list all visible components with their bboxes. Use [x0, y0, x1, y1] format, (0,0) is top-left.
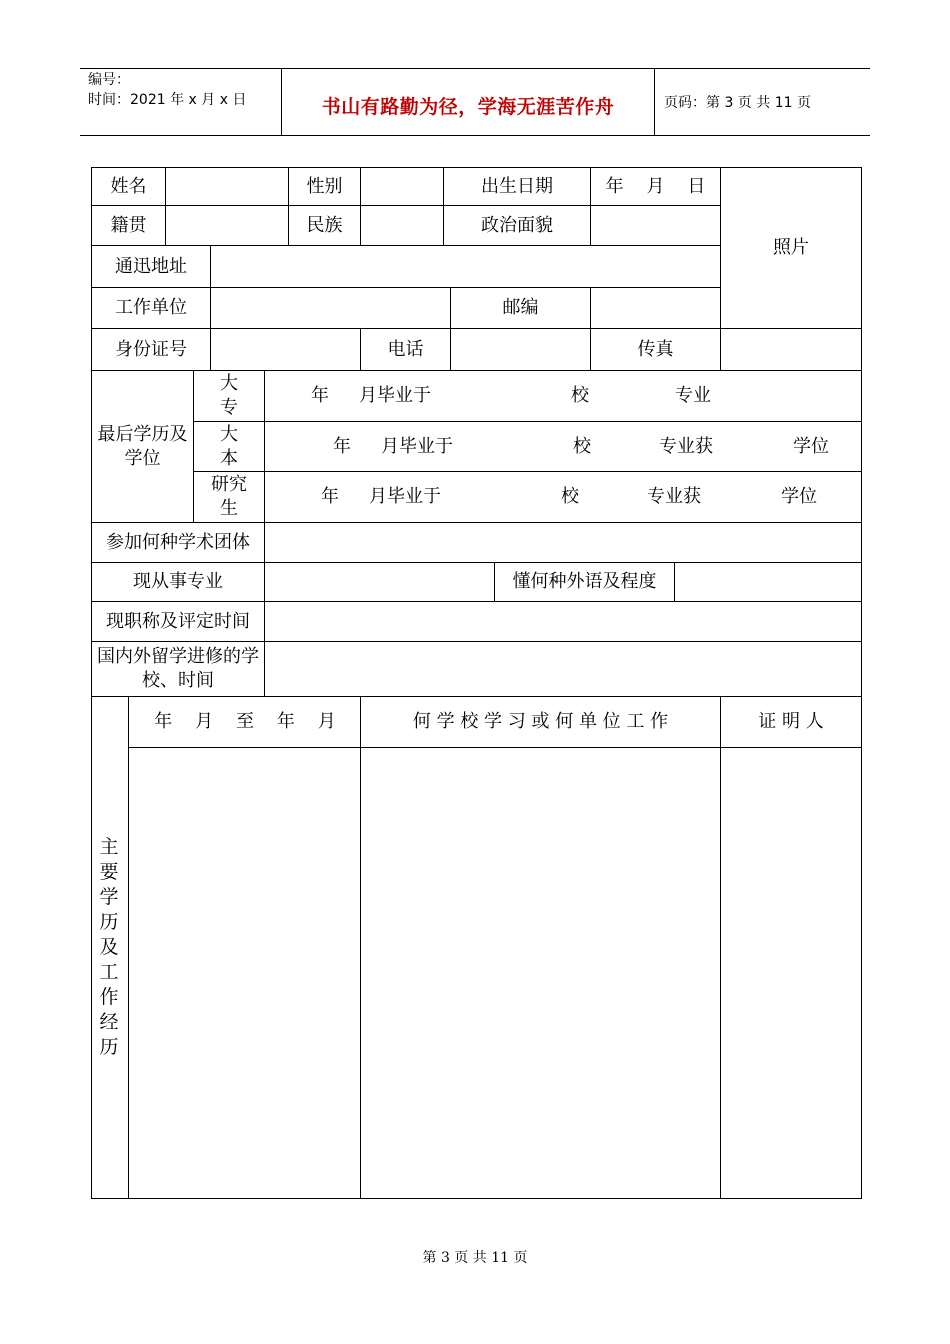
edu-row-college[interactable] [265, 371, 861, 421]
history-witness-header: 证 明 人 [758, 711, 824, 732]
history-period-header: 年 月 至 年 月 [154, 711, 336, 732]
gender-label: 性别 [306, 175, 343, 197]
edu-level-label: 大专 [220, 373, 238, 418]
gender-field[interactable] [361, 168, 443, 205]
ethnicity-label: 民族 [306, 214, 343, 236]
footer-page-number: 第 3 页 共 11 页 [422, 1250, 528, 1266]
edu-month-grad: 月毕业于 [369, 486, 441, 507]
edu-degree: 学位 [781, 486, 817, 507]
study-abroad-field[interactable] [265, 642, 861, 696]
header-motto: 书山有路勤为径，学海无涯苦作舟 [321, 96, 615, 118]
title-time-field[interactable] [265, 602, 861, 641]
edu-level-label: 大本 [220, 423, 238, 469]
edu-school: 校 [573, 435, 591, 457]
current-major-label: 现从事专业 [133, 571, 223, 592]
edu-degree: 学位 [793, 435, 829, 457]
phone-field[interactable] [451, 329, 590, 370]
birth-date-label: 出生日期 [481, 175, 553, 197]
id-number-field[interactable] [211, 329, 360, 370]
ethnicity-field[interactable] [361, 206, 443, 245]
languages-label: 懂何种外语及程度 [512, 571, 657, 592]
postcode-label: 邮编 [502, 297, 539, 318]
page-indicator: 页码：第 3 页 共 11 页 [664, 95, 811, 111]
history-witness-field[interactable] [721, 748, 861, 1198]
header-top-line [80, 68, 870, 69]
academic-groups-field[interactable] [265, 523, 861, 562]
address-field[interactable] [211, 246, 720, 287]
edu-level-label: 研究生 [211, 474, 247, 519]
employer-field[interactable] [211, 288, 450, 328]
edu-year: 年 [311, 385, 329, 406]
history-where-header: 何 学 校 学 习 或 何 单 位 工 作 [412, 711, 669, 732]
native-place-field[interactable] [166, 206, 288, 245]
edu-row-graduate[interactable] [265, 472, 861, 522]
edu-row-bachelor[interactable] [265, 422, 861, 471]
edu-major: 专业获 [659, 435, 713, 457]
photo-box[interactable]: 照片 [773, 237, 809, 258]
edu-year: 年 [321, 486, 339, 507]
edu-school: 校 [571, 385, 589, 406]
edu-school: 校 [561, 486, 579, 507]
history-where-field[interactable] [361, 748, 720, 1198]
employer-label: 工作单位 [115, 297, 187, 318]
edu-year: 年 [333, 435, 351, 457]
phone-label: 电话 [387, 338, 424, 360]
languages-field[interactable] [675, 563, 861, 601]
edu-month-grad: 月毕业于 [359, 385, 431, 406]
native-place-label: 籍贯 [110, 214, 147, 236]
postcode-field[interactable] [591, 288, 720, 328]
edu-major: 专业 [675, 385, 711, 406]
academic-groups-label: 参加何种学术团体 [106, 531, 250, 553]
id-number-label: 身份证号 [115, 338, 187, 360]
history-title: 主要学历及工作经历 [99, 836, 119, 1058]
name-field[interactable] [166, 168, 288, 205]
study-abroad-label: 国内外留学进修的学校、时间 [97, 646, 259, 691]
fax-label: 传真 [637, 338, 674, 360]
current-major-field[interactable] [265, 563, 494, 601]
document-number-label: 编号： [88, 72, 130, 88]
fax-field[interactable] [721, 329, 861, 370]
header-bottom-line [80, 135, 870, 136]
political-status-field[interactable] [591, 206, 720, 245]
education-title: 最后学历及学位 [97, 423, 188, 469]
political-status-label: 政治面貌 [481, 214, 553, 236]
title-time-label: 现职称及评定时间 [106, 610, 250, 632]
name-label: 姓名 [110, 175, 147, 197]
header-divider [654, 68, 655, 136]
edu-month-grad: 月毕业于 [381, 435, 453, 457]
address-label: 通迅地址 [115, 255, 187, 277]
document-time-label: 时间：2021 年 x 月 x 日 [88, 92, 247, 108]
edu-major: 专业获 [647, 486, 701, 507]
birth-date-field[interactable]: 年 月 日 [605, 175, 706, 197]
history-period-field[interactable] [129, 748, 360, 1198]
